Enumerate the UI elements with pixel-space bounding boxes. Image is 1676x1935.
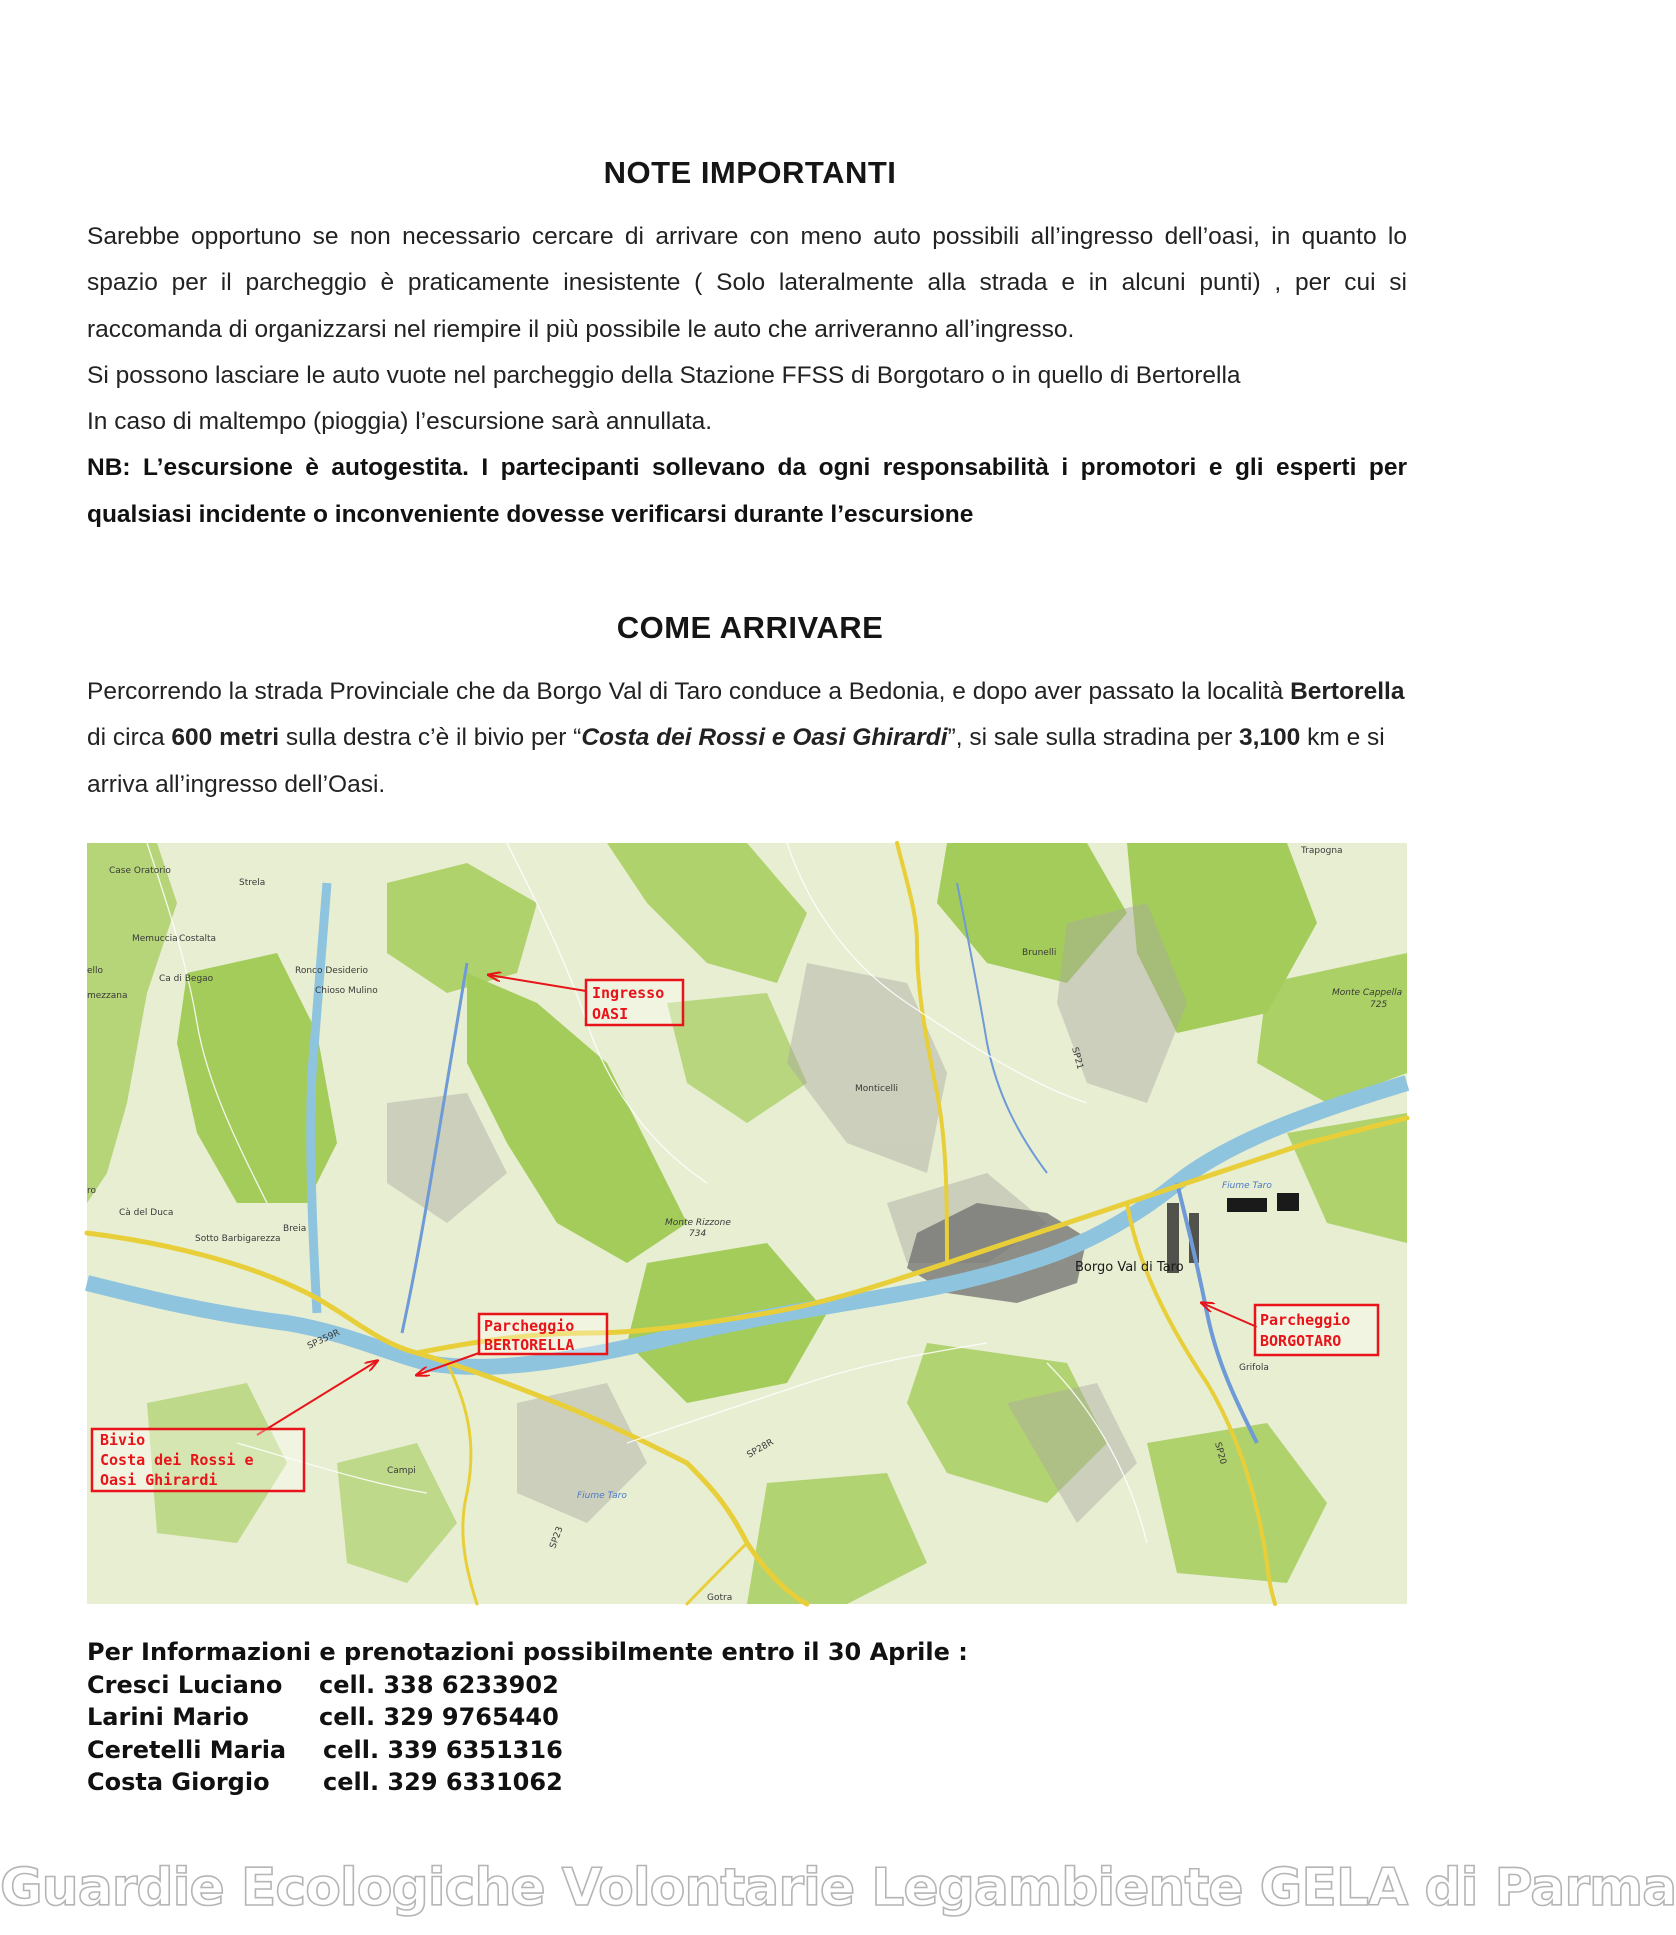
directions-text: Percorrendo la strada Provinciale che da Borgo Val di Taro conduce a Bedonia, e dopo aver passato la località [87, 678, 1291, 705]
map-place-label: SP359R [306, 1328, 342, 1352]
contact-phone[interactable]: cell. 339 6351316 [323, 1735, 563, 1764]
notes-paragraph: Sarebbe opportuno se non necessario cercare di arrivare con meno auto possibili all’ingresso dell’oasi, in quanto lo spazio per il parcheggio è praticamente inesistente ( Solo lateralmente alla strada e in alcuni punti) , per cui si raccomanda di organizzarsi nel riempire il più possibile le auto che arriveranno all’ingresso. [87, 223, 1407, 343]
map-place-label: Case Oratorio [109, 866, 171, 876]
map-place-label: Grifola [1239, 1363, 1269, 1373]
directions-text: km e si arriva all’ingresso dell’Oasi. [87, 724, 1385, 798]
annotation-text: Parcheggio [484, 1317, 575, 1335]
contact-row [87, 1766, 1087, 1799]
map-place-label: SP23 [548, 1525, 566, 1551]
map-place-label: Ca di Begao [159, 974, 214, 984]
map-place-label: 725 [1370, 1000, 1388, 1010]
annotation-text: Parcheggio [1260, 1311, 1351, 1329]
map-place-label: SP20 [1212, 1441, 1228, 1466]
notes-paragraph: In caso di maltempo (pioggia) l’escursione sarà annullata. [87, 408, 713, 436]
directions-bold: 600 metri [171, 724, 280, 752]
contacts-header-text: Per Informazioni e prenotazioni possibilmente entro il 30 Aprile : [87, 1638, 968, 1666]
notes-body [87, 214, 1407, 538]
map-place-label: 734 [689, 1229, 707, 1239]
directions-text: sulla destra c’è il bivio per “ [279, 724, 582, 752]
map-place-label: Fiume Taro [1222, 1181, 1272, 1191]
map-place-label: Fiume Taro [577, 1491, 627, 1501]
map-place-label: Cà del Duca [119, 1208, 174, 1218]
directions-bold: 3,100 [1239, 724, 1301, 752]
map-place-label: Memuccia [132, 934, 178, 944]
annotation-text: BORGOTARO [1260, 1332, 1342, 1350]
map-graphic [87, 843, 1407, 1604]
map-place-label: Sotto Barbigarezza [195, 1234, 281, 1244]
map-place-label: Brunelli [1022, 948, 1057, 958]
disclaimer-paragraph: NB: L’escursione è autogestita. I partecipanti sollevano da ogni responsabilità i promotori e gli esperti per qualsiasi incidente o inconveniente dovesse verificarsi durante l’escursione [87, 454, 1407, 528]
contact-name: Larini Mario [87, 1703, 249, 1731]
map-place-label: Monticelli [855, 1084, 898, 1094]
map-place-label: mezzana [87, 991, 128, 1001]
annotation-ingresso-oasi [586, 980, 683, 1025]
annotation-text: Costa dei Rossi e [100, 1451, 254, 1469]
annotation-text: Oasi Ghirardi [100, 1471, 218, 1489]
contact-phone[interactable]: cell. 329 6331062 [323, 1768, 563, 1796]
contact-name: Ceretelli Maria [87, 1735, 287, 1764]
map-place-label: Breia [283, 1224, 307, 1234]
contact-name: Cresci Luciano [87, 1670, 283, 1699]
map-place-label: ello [87, 966, 104, 976]
directions-bold: Bertorella [1290, 678, 1405, 705]
map-place-label: SP21 [1069, 1046, 1085, 1071]
map-place-label: Monte Cappella [1332, 988, 1403, 998]
topographic-map [87, 843, 1407, 1604]
contact-phone[interactable]: cell. 338 6233902 [319, 1670, 559, 1699]
map-place-label: Gotra [707, 1593, 733, 1603]
directions-title: COME ARRIVARE [616, 610, 884, 645]
directions-text: ”, si sale sulla stradina per [947, 724, 1239, 752]
annotation-text: OASI [592, 1005, 629, 1023]
map-place-label: Campi [387, 1466, 416, 1476]
contact-row [87, 1701, 1087, 1734]
directions-body [87, 669, 1407, 808]
contact-phone[interactable]: cell. 329 9765440 [319, 1703, 559, 1731]
map-place-label: SP28R [745, 1437, 776, 1461]
annotation-parcheggio-borgotaro [1255, 1305, 1378, 1355]
directions-text: di circa [87, 724, 172, 752]
annotation-text: Bivio [100, 1431, 146, 1449]
map-place-label: Monte Rizzone [665, 1218, 731, 1228]
annotation-text: BERTORELLA [484, 1336, 575, 1354]
annotation-text: Ingresso [592, 984, 665, 1002]
map-place-label: Strela [239, 878, 266, 888]
contact-row [87, 1669, 1087, 1702]
annotation-parcheggio-bertorella [479, 1314, 607, 1354]
contact-row [87, 1734, 1087, 1767]
directions-paragraph [87, 669, 1407, 808]
contacts-header [87, 1636, 1087, 1669]
notes-paragraph: Si possono lasciare le auto vuote nel parcheggio della Stazione FFSS di Borgotaro o in quello di Bertorella [87, 361, 1241, 389]
map-place-label: ro [87, 1186, 97, 1196]
map-place-label: Costalta [179, 934, 217, 944]
map-town-label: Borgo Val di Taro [1075, 1260, 1184, 1275]
notes-title: NOTE IMPORTANTI [603, 155, 897, 190]
annotation-bivio [92, 1429, 304, 1491]
map-place-label: Ronco Desiderio [295, 966, 368, 976]
contact-name: Costa Giorgio [87, 1768, 270, 1796]
footer-watermark: Guardie Ecologiche Volontarie Legambiente GELA di Parma [0, 1858, 1676, 1918]
map-place-label: Trapogna [1301, 846, 1343, 856]
contacts-section [87, 1636, 1087, 1799]
directions-bold-italic: Costa dei Rossi e Oasi Ghirardi [581, 724, 948, 752]
map-place-label: Chioso Mulino [315, 986, 378, 996]
